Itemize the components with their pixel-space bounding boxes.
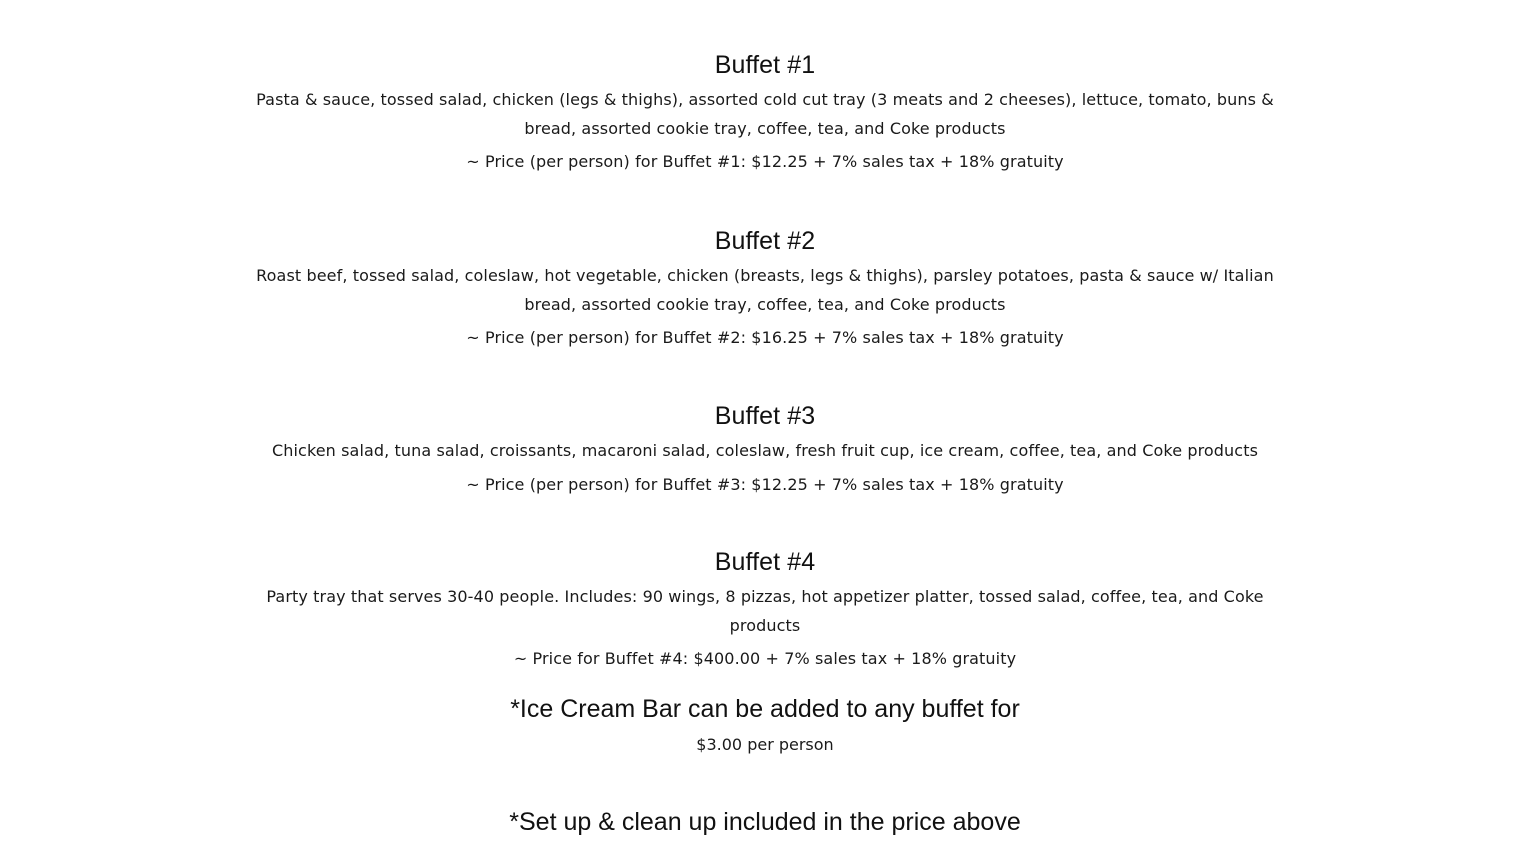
buffet-1-section [0,50,1530,173]
buffet-3-title: Buffet #3 [714,402,816,430]
ice-cream-note-section [0,694,1530,756]
buffet-4-price: ~ Price for Buffet #4: $400.00 + 7% sales tax + 18% gratuity [513,649,1017,668]
buffet-4-description: Party tray that serves 30-40 people. Includes: 90 wings, 8 pizzas, hot appetizer platter, tossed salad, coffee, tea, and Coke products [266,587,1264,635]
buffet-4-title: Buffet #4 [714,548,816,576]
buffet-4-section [0,547,1530,670]
buffet-2-price: ~ Price (per person) for Buffet #2: $16.25 + 7% sales tax + 18% gratuity [466,328,1064,347]
buffet-3-section [0,401,1530,496]
buffet-1-title: Buffet #1 [714,51,816,79]
buffet-1-price: ~ Price (per person) for Buffet #1: $12.25 + 7% sales tax + 18% gratuity [466,152,1064,171]
buffet-2-description: Roast beef, tossed salad, coleslaw, hot vegetable, chicken (breasts, legs & thighs), parsley potatoes, pasta & sauce w/ Italian bread, assorted cookie tray, coffee, tea, and Coke products [256,266,1274,314]
setup-note-section [0,807,1530,837]
buffet-2-section [0,226,1530,349]
setup-note-title: *Set up & clean up included in the price above [509,808,1021,836]
buffet-1-description: Pasta & sauce, tossed salad, chicken (legs & thighs), assorted cold cut tray (3 meats and 2 cheeses), lettuce, tomato, buns & bread, assorted cookie tray, coffee, tea, and Coke products [256,90,1274,138]
buffet-2-title: Buffet #2 [714,227,816,255]
buffet-3-price: ~ Price (per person) for Buffet #3: $12.25 + 7% sales tax + 18% gratuity [466,474,1064,494]
ice-cream-note-price: $3.00 per person [696,735,834,754]
ice-cream-note-title: *Ice Cream Bar can be added to any buffet for [510,695,1020,723]
buffet-3-description: Chicken salad, tuna salad, croissants, macaroni salad, coleslaw, fresh fruit cup, ice cream, coffee, tea, and Coke products [271,441,1259,460]
